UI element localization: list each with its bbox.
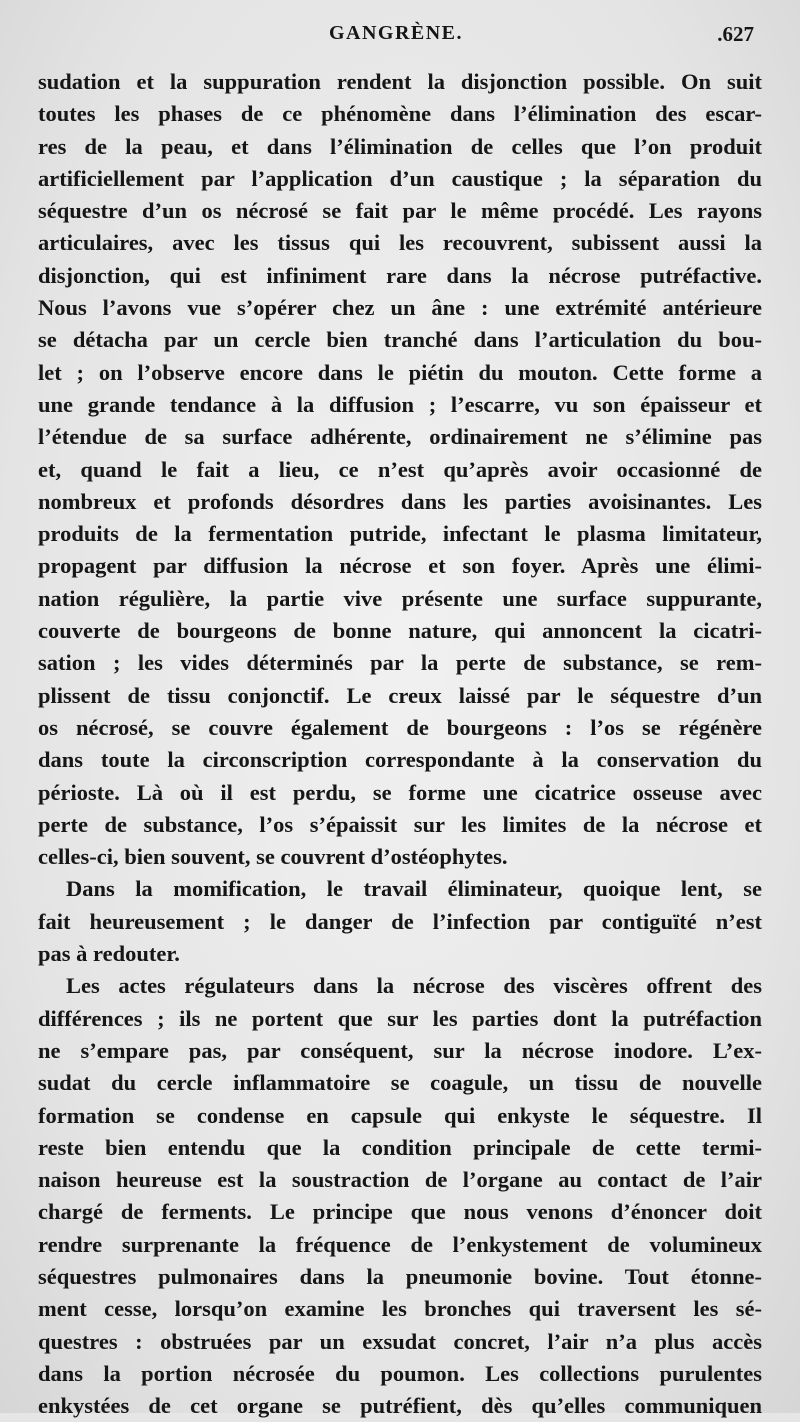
text-line: celles-ci, bien souvent, se couvrent d’ostéophytes. xyxy=(38,844,508,870)
text-line: fait heureusement ; le danger de l’infection par contiguïté n’est xyxy=(38,908,762,934)
text-line: toutes les phases de ce phénomène dans l’élimination des escar- xyxy=(38,101,762,127)
text-line: sudat du cercle inflammatoire se coagule, un tissu de nouvelle xyxy=(38,1070,762,1096)
text-line: formation se condense en capsule qui enkyste le séquestre. Il xyxy=(38,1102,762,1128)
text-line: articulaires, avec les tissus qui les recouvrent, subissent aussi la xyxy=(38,230,762,256)
running-head xyxy=(38,18,754,54)
text-line: questres : obstruées par un exsudat concret, l’air n’a plus accès xyxy=(38,1328,762,1354)
text-line: let ; on l’observe encore dans le piétin du mouton. Cette forme a xyxy=(38,359,762,385)
text-line: reste bien entendu que la condition principale de cette termi- xyxy=(38,1134,762,1160)
body-text xyxy=(38,66,762,1422)
text-line: os nécrosé, se couvre également de bourgeons : l’os se régénère xyxy=(38,714,762,740)
text-line: disjonction, qui est infiniment rare dans la nécrose putréfactive. xyxy=(38,262,762,288)
text-line: l’étendue de sa surface adhérente, ordinairement ne s’élimine pas xyxy=(38,424,762,450)
text-line: différences ; ils ne portent que sur les parties dont la putréfaction xyxy=(38,1005,762,1031)
text-line: dans toute la circonscription correspondante à la conservation du xyxy=(38,747,762,773)
text-line: Dans la momification, le travail éliminateur, quoique lent, se xyxy=(66,876,762,902)
text-line: enkystées de cet organe se putréfient, dès qu’elles communiquen xyxy=(38,1393,762,1419)
text-line: dans la portion nécrosée du poumon. Les collections purulentes xyxy=(38,1360,762,1386)
text-line: plissent de tissu conjonctif. Le creux laissé par le séquestre d’un xyxy=(38,682,762,708)
text-line: ment cesse, lorsqu’on examine les bronches qui traversent les sé- xyxy=(38,1296,762,1322)
text-line: Nous l’avons vue s’opérer chez un âne : une extrémité antérieure xyxy=(38,295,762,321)
text-line: sudation et la suppuration rendent la disjonction possible. On suit xyxy=(38,69,762,94)
text-line: nombreux et profonds désordres dans les parties avoisinantes. Les xyxy=(38,488,762,514)
text-line: nation régulière, la partie vive présente une surface suppurante, xyxy=(38,585,762,611)
text-line: et, quand le fait a lieu, ce n’est qu’après avoir occasionné de xyxy=(38,456,762,482)
text-line: se détacha par un cercle bien tranché dans l’articulation du bou- xyxy=(38,327,762,353)
page-number: .627 xyxy=(717,22,754,46)
text-line: séquestres pulmonaires dans la pneumonie bovine. Tout étonne- xyxy=(38,1263,762,1289)
text-line: propagent par diffusion la nécrose et son foyer. Après une élimi- xyxy=(38,553,762,579)
text-line: pas à redouter. xyxy=(38,941,180,967)
text-line: artificiellement par l’application d’un caustique ; la séparation du xyxy=(38,165,762,191)
chapter-title: GANGRÈNE. xyxy=(328,22,464,44)
text-line: Les actes régulateurs dans la nécrose des viscères offrent des xyxy=(66,973,762,999)
paragraph xyxy=(38,970,762,1422)
text-line: une grande tendance à la diffusion ; l’escarre, vu son épaisseur et xyxy=(38,391,762,417)
text-line: séquestre d’un os nécrosé se fait par le même procédé. Les rayons xyxy=(38,198,762,224)
paragraph xyxy=(38,873,762,970)
text-line: ne s’empare pas, par conséquent, sur la nécrose inodore. L’ex- xyxy=(38,1037,762,1063)
text-line: chargé de ferments. Le principe que nous venons d’énoncer doit xyxy=(38,1199,762,1225)
text-line: périoste. Là où il est perdu, se forme une cicatrice osseuse avec xyxy=(38,779,762,805)
paragraph xyxy=(38,66,762,873)
text-line: naison heureuse est la soustraction de l’organe au contact de l’air xyxy=(38,1167,762,1193)
text-line: sation ; les vides déterminés par la perte de substance, se rem- xyxy=(38,650,762,676)
text-line: perte de substance, l’os s’épaissit sur les limites de la nécrose et xyxy=(38,811,762,837)
text-line: couverte de bourgeons de bonne nature, qui annoncent la cicatri- xyxy=(38,618,762,644)
text-line: rendre surprenante la fréquence de l’enkystement de volumineux xyxy=(38,1231,762,1257)
text-line: res de la peau, et dans l’élimination de celles que l’on produit xyxy=(38,133,762,159)
text-line: produits de la fermentation putride, infectant le plasma limitateur, xyxy=(38,521,762,547)
